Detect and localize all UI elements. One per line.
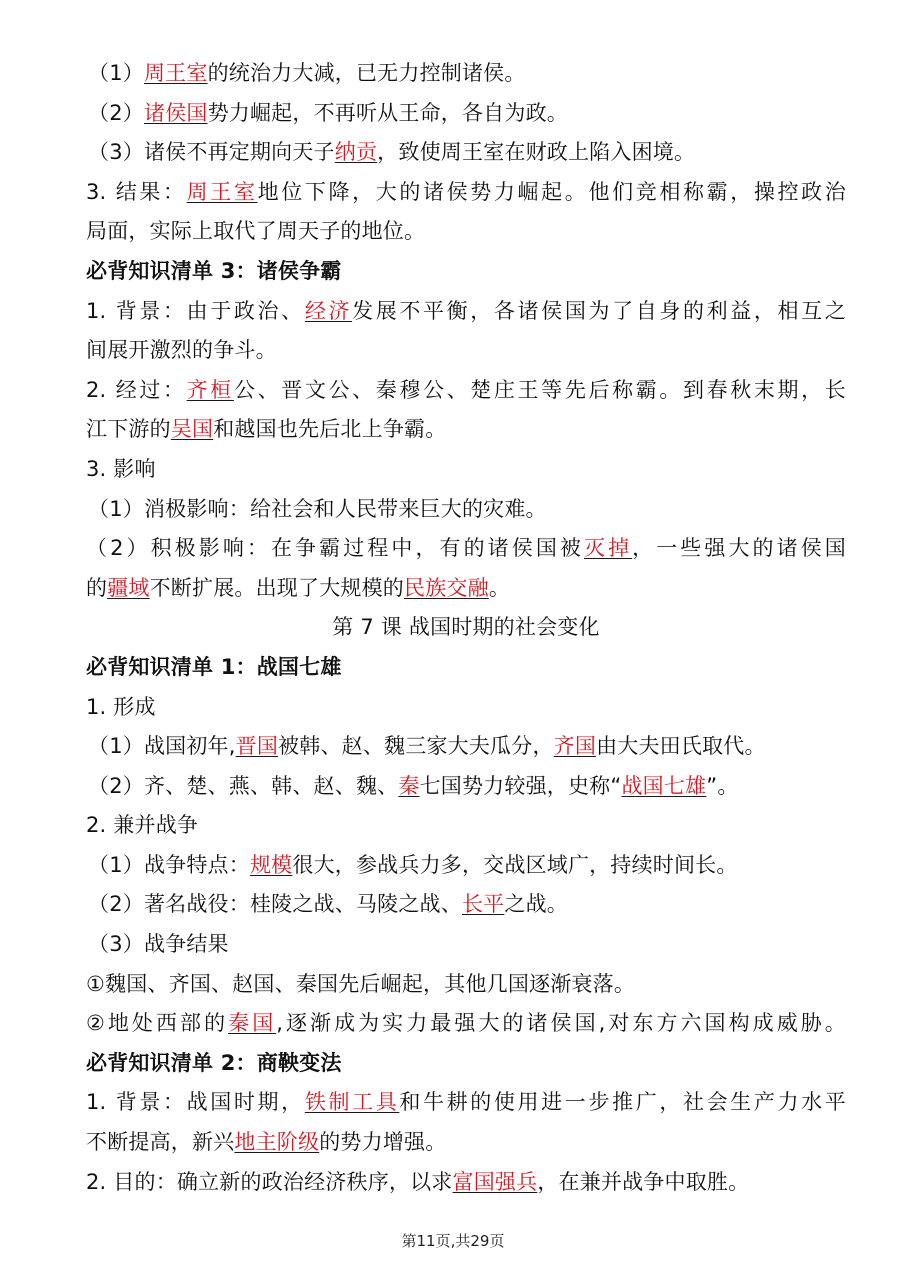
- text-segment: 不断提高，新兴: [86, 1130, 235, 1155]
- text-segment: ”。: [706, 773, 739, 798]
- text-segment: ，在兼并战争中取胜。: [537, 1169, 750, 1194]
- key-term: 规模: [249, 852, 293, 877]
- text-line: [86, 925, 846, 965]
- key-term: 纳贡: [334, 140, 378, 165]
- text-segment: 地位下降，大的诸侯势力崛起。他们竞相称霸，操控政治: [257, 179, 846, 204]
- key-term: 齐桓: [186, 377, 234, 402]
- lesson-title: [86, 608, 846, 648]
- text-line: [86, 846, 846, 886]
- text-segment: 局面，实际上取代了周天子的地位。: [86, 219, 426, 244]
- text-segment: 1. 形成: [86, 694, 156, 719]
- text-segment: 势力崛起，不再听从王命，各自为政。: [207, 100, 568, 125]
- text-segment: 的势力增强。: [319, 1130, 447, 1155]
- text-segment: 被韩、赵、魏三家大夫瓜分，: [278, 734, 554, 759]
- text-line: [86, 331, 846, 371]
- text-segment: 的统治力大减，已无力控制诸侯。: [207, 61, 526, 85]
- text-segment: 公、晋文公、秦穆公、楚庄王等先后称霸。到春秋末期，长: [233, 377, 846, 402]
- text-line: [86, 885, 846, 925]
- text-segment: （1）战国初年,: [88, 734, 236, 759]
- text-segment: （2）著名战役：桂陵之战、马陵之战、: [88, 892, 462, 917]
- text-segment: （3）诸侯不再定期向天子: [88, 140, 335, 165]
- text-segment: 3. 结果：: [86, 179, 187, 204]
- text-line: [86, 54, 846, 94]
- text-segment: 和牛耕的使用进一步推广，社会生产力水平: [399, 1090, 846, 1115]
- text-line: [86, 292, 846, 332]
- text-segment: 和越国也先后北上争霸。: [213, 417, 447, 442]
- text-line: [86, 133, 846, 173]
- key-term: 地主阶级: [234, 1130, 320, 1155]
- text-line: [86, 94, 846, 134]
- page-content: [86, 54, 846, 1202]
- text-segment: ，致使周王室在财政上陷入困境。: [377, 140, 696, 165]
- text-segment: 3. 影响: [86, 456, 156, 481]
- key-term: 齐国: [553, 734, 597, 759]
- text-segment: 很大，参战兵力多，交战区域广，持续时间长。: [292, 852, 738, 877]
- key-term: 周王室: [143, 61, 208, 85]
- key-term: 秦: [398, 773, 420, 798]
- text-line: [86, 1083, 846, 1123]
- key-term: 晋国: [235, 734, 279, 759]
- text-line: [86, 371, 846, 411]
- text-segment: 必背知识清单 2：商鞅变法: [86, 1050, 342, 1075]
- text-line: [86, 410, 846, 450]
- page-number: 第11页,共29页: [401, 1232, 505, 1250]
- text-line: [86, 1123, 846, 1163]
- text-segment: 1. 背景：由于政治、: [86, 298, 305, 323]
- text-segment: 1. 背景：战国时期，: [86, 1090, 305, 1115]
- text-segment: 的: [86, 575, 108, 600]
- text-segment: 七国势力较强，史称“: [419, 773, 622, 798]
- text-line: [86, 212, 846, 252]
- text-segment: 由大夫田氏取代。: [596, 734, 766, 759]
- text-line: [86, 688, 846, 728]
- text-segment: （1）: [88, 61, 144, 85]
- text-segment: 间展开激烈的争斗。: [86, 338, 277, 363]
- section-heading: [86, 648, 846, 688]
- text-line: [86, 569, 846, 609]
- text-line: [86, 450, 846, 490]
- text-line: [86, 965, 846, 1005]
- key-term: 灭掉: [584, 536, 633, 561]
- key-term: 铁制工具: [304, 1090, 400, 1115]
- text-segment: ,逐渐成为实力最强大的诸侯国,对东方六国构成威胁。: [276, 1011, 847, 1036]
- key-term: 诸侯国: [143, 100, 208, 125]
- text-line: [86, 1163, 846, 1203]
- text-line: [86, 490, 846, 530]
- section-heading: [86, 252, 846, 292]
- key-term: 战国七雄: [621, 773, 707, 798]
- key-term: 富国强兵: [452, 1169, 538, 1194]
- key-term: 周王室: [186, 179, 258, 204]
- key-term: 民族交融: [404, 575, 489, 600]
- text-segment: 必背知识清单 1：战国七雄: [86, 654, 342, 679]
- text-line: [86, 173, 846, 213]
- text-segment: （2）: [88, 100, 144, 125]
- text-line: [86, 529, 846, 569]
- text-segment: ①魏国、齐国、赵国、秦国先后崛起，其他几国逐渐衰落。: [86, 971, 636, 996]
- text-line: [86, 727, 846, 767]
- text-line: [86, 767, 846, 807]
- text-segment: （2）齐、楚、燕、韩、赵、魏、: [88, 773, 399, 798]
- section-heading: [86, 1044, 846, 1084]
- text-line: [86, 806, 846, 846]
- text-segment: 之战。: [504, 892, 568, 917]
- text-line: [86, 1004, 846, 1044]
- text-segment: （1）战争特点：: [88, 852, 250, 877]
- text-segment: 2. 目的：确立新的政治经济秩序，以求: [86, 1169, 453, 1194]
- key-term: 秦国: [228, 1011, 277, 1036]
- text-segment: 必背知识清单 3：诸侯争霸: [86, 258, 342, 283]
- text-segment: ，一些强大的诸侯国: [632, 536, 846, 561]
- key-term: 经济: [304, 298, 353, 323]
- key-term: 疆域: [107, 575, 150, 600]
- text-segment: 江下游的: [86, 417, 171, 442]
- text-segment: 2. 经过：: [86, 377, 187, 402]
- key-term: 长平: [461, 892, 505, 917]
- text-segment: ②地处西部的: [86, 1011, 229, 1036]
- text-segment: 。: [488, 575, 511, 600]
- text-segment: 第 7 课 战国时期的社会变化: [332, 615, 600, 640]
- text-segment: 不断扩展。出现了大规模的: [149, 575, 405, 600]
- text-segment: （3）战争结果: [88, 932, 229, 957]
- text-segment: （1）消极影响：给社会和人民带来巨大的灾难。: [88, 496, 547, 521]
- text-segment: （2）积极影响：在争霸过程中，有的诸侯国被: [86, 536, 584, 561]
- key-term: 吴国: [170, 417, 214, 442]
- text-segment: 发展不平衡，各诸侯国为了自身的利益，相互之: [352, 298, 846, 323]
- text-segment: 2. 兼并战争: [86, 813, 199, 838]
